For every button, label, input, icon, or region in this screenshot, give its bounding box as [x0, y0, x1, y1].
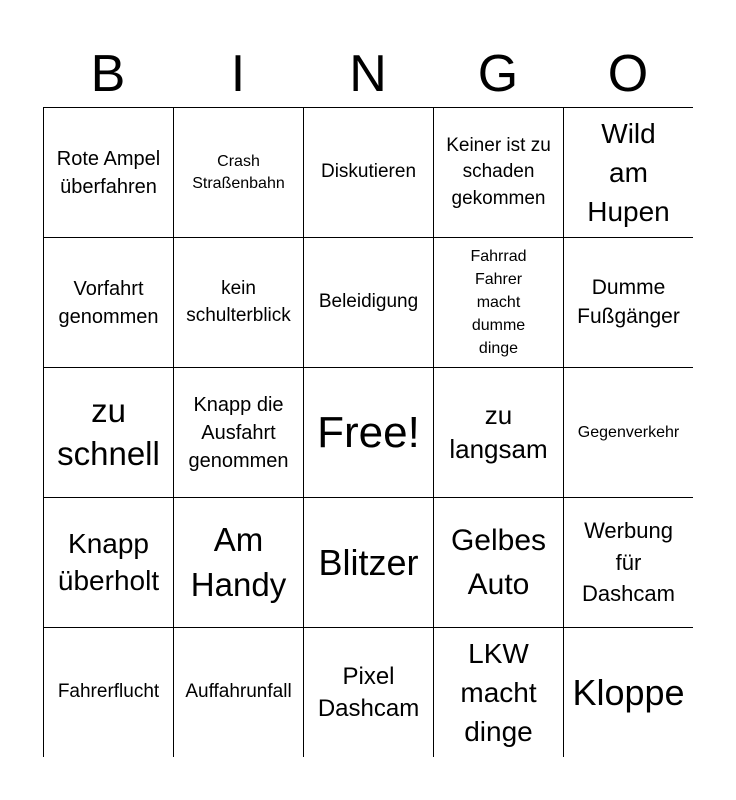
- cell-label: Werbung für Dashcam: [582, 517, 675, 607]
- bingo-header: [43, 40, 693, 108]
- cell-label: Diskutieren: [320, 161, 417, 183]
- bingo-cell[interactable]: [563, 237, 693, 367]
- bingo-cell[interactable]: [303, 107, 433, 237]
- cell-label: Knapp überholt: [57, 528, 160, 596]
- cell-label: Dumme Fußgänger: [577, 276, 680, 328]
- bingo-cell[interactable]: [433, 107, 563, 237]
- header-letter-n: N: [349, 45, 387, 103]
- cell-label: Rote Ampel überfahren: [56, 147, 161, 198]
- free-space-label: Free!: [317, 407, 420, 457]
- cell-label: Beleidigung: [318, 291, 419, 313]
- header-letter-i: I: [230, 45, 246, 103]
- bingo-cell[interactable]: [433, 237, 563, 367]
- cell-label: Knapp die Ausfahrt genommen: [188, 393, 289, 472]
- bingo-cell[interactable]: [433, 497, 563, 627]
- bingo-cell free-space[interactable]: [303, 367, 433, 497]
- cell-label: Am Handy: [190, 520, 287, 603]
- bingo-cell[interactable]: [43, 237, 173, 367]
- bingo-cell[interactable]: [173, 367, 303, 497]
- cell-label: Keiner ist zu schaden gekommen: [446, 134, 551, 209]
- cell-label: Vorfahrt genommen: [58, 277, 159, 328]
- bingo-cell[interactable]: [173, 107, 303, 237]
- header-letter-g: G: [477, 45, 519, 103]
- cell-label: Kloppe: [572, 671, 685, 713]
- bingo-cell[interactable]: [303, 497, 433, 627]
- bingo-cell[interactable]: [173, 497, 303, 627]
- cell-label: LKW macht dinge: [460, 637, 537, 748]
- bingo-cell[interactable]: [303, 627, 433, 757]
- cell-label: Pixel Dashcam: [317, 663, 420, 722]
- cell-label: Fahrrad Fahrer macht dumme dinge: [470, 247, 527, 358]
- cell-label: kein schulterblick: [186, 277, 291, 326]
- bingo-cell[interactable]: [563, 107, 693, 237]
- bingo-cell[interactable]: [173, 237, 303, 367]
- bingo-cell[interactable]: [303, 237, 433, 367]
- bingo-cell[interactable]: [563, 367, 693, 497]
- cell-label: Crash Straßenbahn: [192, 152, 285, 192]
- cell-label: Fahrerflucht: [57, 681, 160, 703]
- bingo-cell[interactable]: [563, 497, 693, 627]
- bingo-cell[interactable]: [43, 497, 173, 627]
- cell-label: Gegenverkehr: [577, 423, 680, 441]
- cell-label: Wild am Hupen: [587, 117, 670, 228]
- header-letter-b: B: [90, 45, 126, 103]
- bingo-board: [43, 107, 693, 757]
- bingo-cell[interactable]: [433, 367, 563, 497]
- bingo-cell[interactable]: [433, 627, 563, 757]
- bingo-cell[interactable]: [43, 367, 173, 497]
- bingo-cell[interactable]: [43, 107, 173, 237]
- cell-label: zu schnell: [57, 391, 160, 472]
- cell-label: Gelbes Auto: [450, 524, 547, 601]
- cell-label: Blitzer: [318, 541, 419, 583]
- bingo-cell[interactable]: [43, 627, 173, 757]
- bingo-cell[interactable]: [563, 627, 693, 757]
- bingo-cell[interactable]: [173, 627, 303, 757]
- cell-label: zu langsam: [449, 399, 548, 464]
- header-letter-o: O: [607, 45, 649, 103]
- cell-label: Auffahrunfall: [185, 681, 292, 703]
